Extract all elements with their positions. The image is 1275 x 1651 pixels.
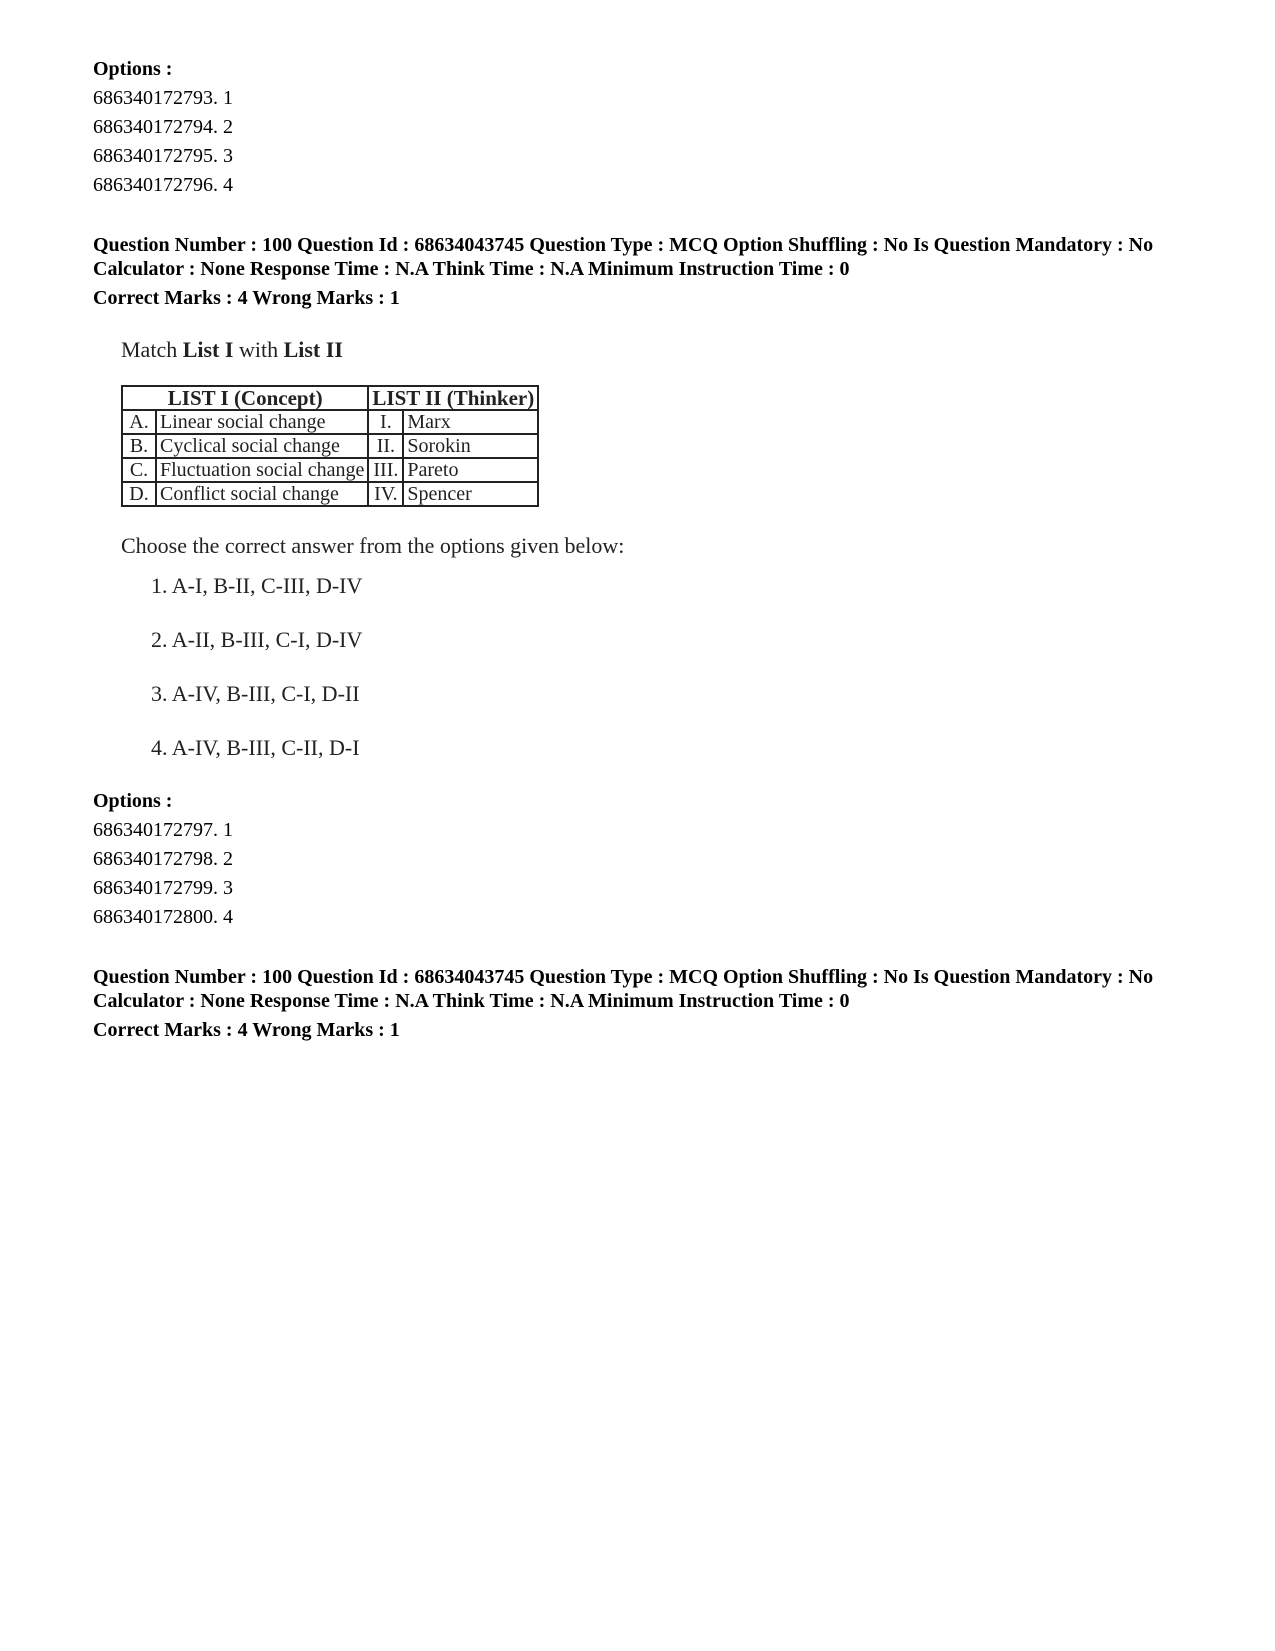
- option-item: 686340172793. 1: [93, 87, 233, 109]
- options-label: Options :: [93, 58, 173, 80]
- marks-line: Correct Marks : 4 Wrong Marks : 1: [93, 1019, 400, 1041]
- option-item: 686340172797. 1: [93, 819, 233, 841]
- question-header: Question Number : 100 Question Id : 68634043745 Question Type : MCQ Option Shuffling : No Is Question Mandatory : No Calculator : None Response Time : N.A Think Time : N.A Minimum Instruction Time : 0: [93, 966, 1154, 1012]
- table-row: B. Cyclical social change II. Sorokin: [122, 434, 538, 458]
- table-header-list1: LIST I (Concept): [122, 386, 368, 410]
- document-page: [93, 55, 1203, 1045]
- option-item: 686340172799. 3: [93, 877, 233, 899]
- question-header: Question Number : 100 Question Id : 68634043745 Question Type : MCQ Option Shuffling : No Is Question Mandatory : No Calculator : None Response Time : N.A Think Time : N.A Minimum Instruction Time : 0: [93, 234, 1154, 280]
- answer-choice: 1. A-I, B-II, C-III, D-IV: [151, 573, 363, 598]
- table-row: C. Fluctuation social change III. Pareto: [122, 458, 538, 482]
- choose-instruction: Choose the correct answer from the options given below:: [121, 533, 625, 558]
- answer-choices: [121, 571, 1203, 763]
- option-item: 686340172800. 4: [93, 906, 233, 928]
- option-item: 686340172794. 2: [93, 116, 233, 138]
- table-row: D. Conflict social change IV. Spencer: [122, 482, 538, 506]
- match-table: [121, 385, 539, 507]
- answer-choice: 3. A-IV, B-III, C-I, D-II: [151, 681, 360, 706]
- answer-choice: 4. A-IV, B-III, C-II, D-I: [151, 735, 360, 760]
- option-item: 686340172796. 4: [93, 174, 233, 196]
- table-header-row: [122, 386, 538, 410]
- question-intro: Match List I with List II: [121, 337, 343, 362]
- options-block-2: [93, 787, 1203, 932]
- options-label: Options :: [93, 790, 173, 812]
- option-item: 686340172798. 2: [93, 848, 233, 870]
- table-header-list2: LIST II (Thinker): [368, 386, 538, 410]
- option-item: 686340172795. 3: [93, 145, 233, 167]
- question-image: [121, 335, 1203, 763]
- table-row: A. Linear social change I. Marx: [122, 410, 538, 434]
- options-block-1: [93, 55, 1203, 200]
- marks-line: Correct Marks : 4 Wrong Marks : 1: [93, 287, 400, 309]
- answer-choice: 2. A-II, B-III, C-I, D-IV: [151, 627, 363, 652]
